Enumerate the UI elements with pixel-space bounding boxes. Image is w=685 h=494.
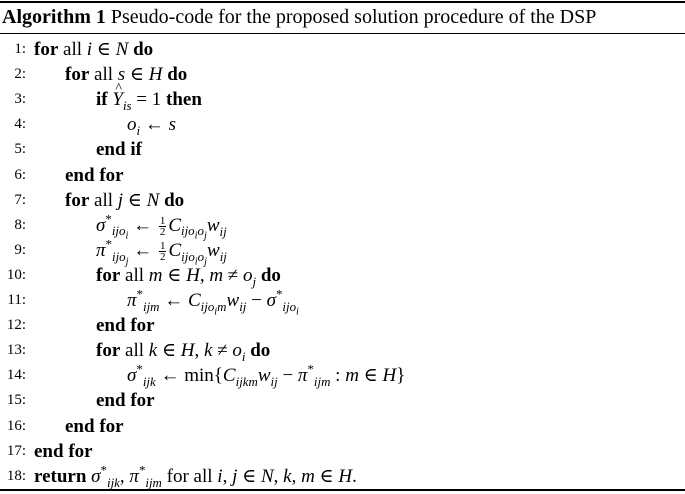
keyword: for	[96, 264, 121, 286]
keyword: for	[96, 340, 121, 362]
code-word: all	[94, 189, 114, 211]
line-number: 8:	[14, 216, 26, 233]
line-code	[96, 388, 155, 413]
keyword: do	[260, 264, 281, 286]
keyword: end for	[65, 415, 124, 437]
code-word: for all	[166, 465, 213, 487]
keyword: for	[34, 39, 59, 60]
keyword: then	[166, 89, 202, 111]
line-number: 5:	[14, 141, 26, 158]
caption-rule	[0, 33, 685, 34]
line-code: if ^ $Y_{is} = 1$ then	[96, 87, 202, 112]
line-code: $\sigma^*_{ijk}$ ← $\min\{C_{ijkm}w_{ij} - \pi^*_{ijm}$ : m ∈ H}	[127, 361, 406, 390]
line-code	[65, 414, 124, 439]
keyword: return	[34, 465, 87, 487]
line-code: $\pi^*_{ijm}$ ← $C_{ijo_im}w_{ij} - \sigma^*_{ijo_i}$	[127, 286, 299, 318]
keyword: for	[65, 189, 90, 211]
line-number: 12:	[6, 317, 26, 334]
line-code	[96, 137, 142, 162]
keyword: end for	[34, 440, 93, 462]
keyword: end for	[96, 390, 155, 412]
caption-label: Algorithm 1	[2, 6, 106, 28]
keyword: do	[133, 39, 154, 60]
line-number: 10:	[6, 266, 26, 283]
line-code: $\sigma^*_{ijo_i}$ ← $\frac{1}{2}$ $C_{ijo_io_j}w_{ij}$	[96, 211, 227, 243]
line-code: for all j ∈ N do	[65, 189, 185, 211]
line-code: $\pi^*_{ijo_j}$ ← $\frac{1}{2}$ $C_{ijo_io_j}w_{ij}$	[96, 236, 227, 268]
line-number: 13:	[6, 342, 26, 359]
line-code: $o_i$ ← s	[127, 114, 176, 139]
line-code	[65, 163, 124, 188]
code-word: min	[184, 365, 214, 387]
line-number: 16:	[6, 417, 26, 434]
keyword: do	[250, 340, 271, 362]
keyword: end for	[65, 164, 124, 186]
line-number: 15:	[6, 392, 26, 409]
line-number: 3:	[14, 91, 26, 108]
top-rule	[0, 1, 685, 3]
keyword: if	[96, 89, 108, 111]
line-code: for all m ∈ H, $m \ne o_j$ do	[96, 264, 281, 289]
code-word: all	[125, 264, 145, 286]
caption-text: Pseudo-code for the proposed solution procedure of the DSP	[110, 6, 597, 28]
keyword: end for	[96, 315, 155, 337]
line-number: 4:	[14, 116, 26, 133]
line-number: 9:	[14, 241, 26, 258]
line-number: 11:	[7, 292, 26, 308]
line-number: 18:	[6, 467, 26, 484]
keyword: for	[65, 64, 90, 86]
line-code	[96, 313, 155, 338]
line-code: return $\sigma^*_{ijk}$, $\pi^*_{ijm}$ for all i, j ∈ N, k, m ∈ H.	[34, 462, 357, 490]
line-number: 14:	[6, 367, 26, 384]
algorithm-caption	[2, 5, 596, 29]
keyword: do	[167, 64, 188, 86]
line-code: for all i ∈ N do	[34, 39, 154, 60]
keyword: end if	[96, 139, 142, 161]
line-code	[34, 439, 93, 464]
keyword: do	[164, 189, 185, 211]
line-number: 6:	[14, 166, 26, 183]
code-word: all	[63, 39, 83, 60]
line-number: 2:	[14, 66, 26, 83]
line-code: for all k ∈ H, $k \ne o_i$ do	[96, 340, 271, 364]
code-word: all	[94, 64, 114, 86]
line-number: 1:	[14, 41, 26, 57]
line-number: 7:	[14, 191, 26, 208]
line-number: 17:	[6, 442, 26, 459]
code-word: all	[125, 340, 145, 362]
line-code: for all s ∈ H do	[65, 64, 188, 86]
bottom-rule	[0, 489, 685, 491]
